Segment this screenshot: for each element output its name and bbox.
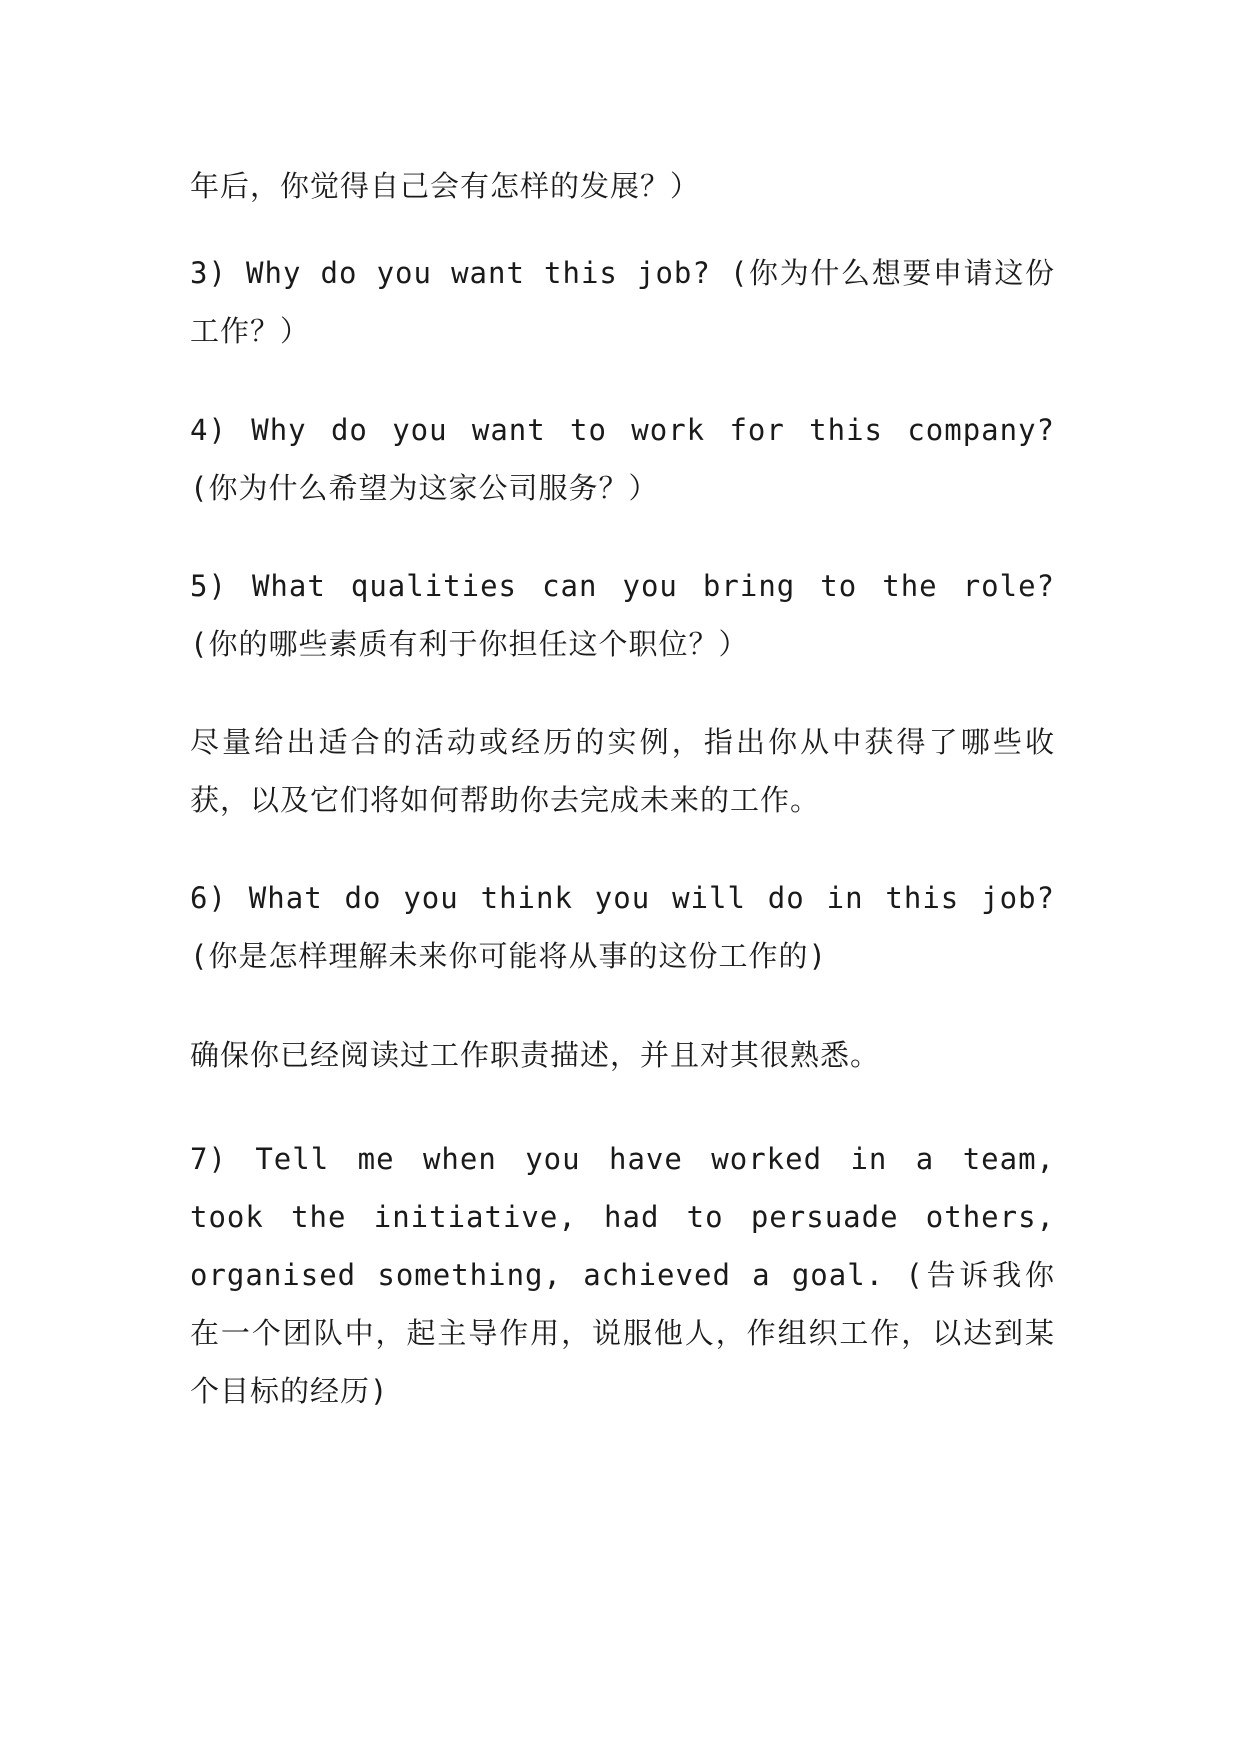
question-6-what-will-you-do: 6) What do you think you will do in this job? (你是怎样理解未来你可能将从事的这份工作的) xyxy=(190,881,1074,973)
advice-give-examples: 尽量给出适合的活动或经历的实例，指出你从中获得了哪些收获，以及它们将如何帮助你去完成未来的工作。 xyxy=(190,725,1055,817)
question-5-qualities: 5) What qualities can you bring to the role? (你的哪些素质有利于你担任这个职位？） xyxy=(190,569,1074,661)
question-3-why-this-job: 3) Why do you want this job? (你为什么想要申请这份工作？） xyxy=(190,256,1055,348)
advice-read-job-description: 确保你已经阅读过工作职责描述，并且对其很熟悉。 xyxy=(190,1038,881,1072)
paragraph-career-development-end: 年后，你觉得自己会有怎样的发展？） xyxy=(190,169,701,203)
document-page xyxy=(190,0,1074,1754)
question-4-why-this-company: 4) Why do you want to work for this company? (你为什么希望为这家公司服务？） xyxy=(190,413,1074,505)
question-7-teamwork-experience: 7) Tell me when you have worked in a team, took the initiative, had to persuade others, organised something, achieved a goal. (告诉我你在一个团队中，起主导作用，说服他人，作组织工作，以达到某个目标的经历) xyxy=(190,1142,1074,1408)
